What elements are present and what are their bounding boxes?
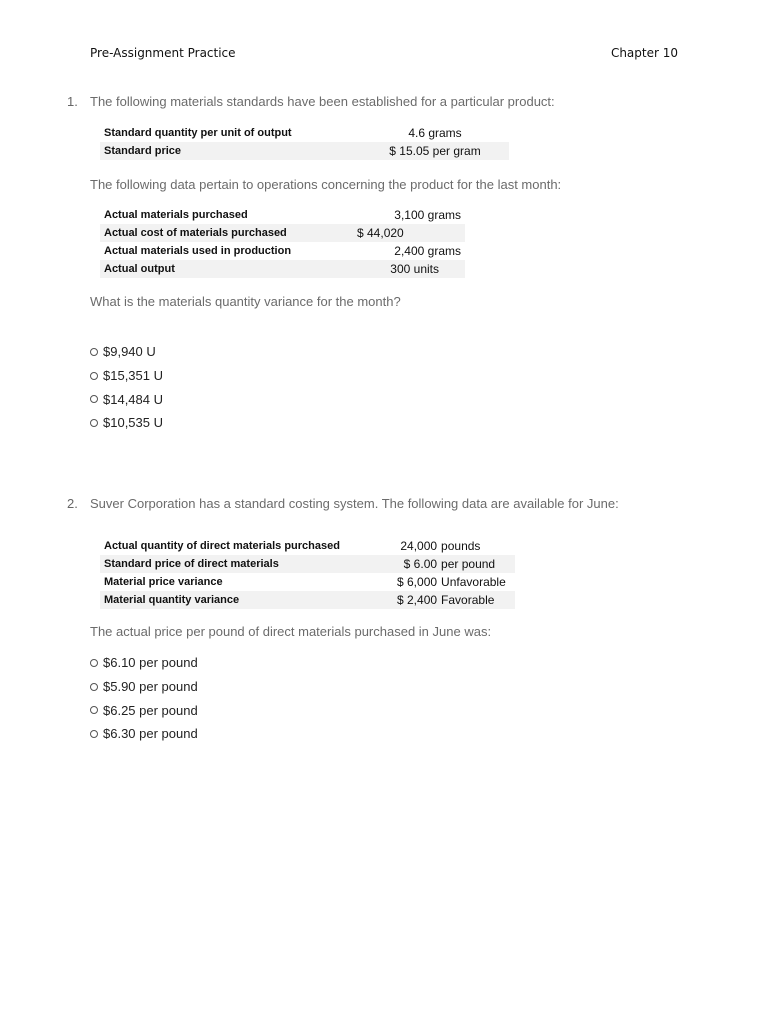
- table-row: [100, 260, 465, 278]
- answer-option-label: $9,940 U: [103, 344, 156, 359]
- table-row-value: 2,400 grams: [394, 244, 461, 258]
- answer-option[interactable]: [90, 675, 198, 699]
- table-row-unit: Favorable: [439, 591, 515, 609]
- q2-data-table: [100, 537, 515, 609]
- question-1-intro: The following materials standards have been established for a particular product:: [90, 94, 555, 109]
- radio-button-icon[interactable]: [90, 730, 98, 738]
- table-row-label: Actual cost of materials purchased: [100, 224, 353, 242]
- question-2-prompt: The actual price per pound of direct materials purchased in June was:: [90, 624, 492, 639]
- table-row-value: 300 units: [353, 260, 465, 278]
- answer-option[interactable]: [90, 388, 163, 412]
- answer-option-label: $14,484 U: [103, 391, 163, 407]
- table-row-label: Material quantity variance: [100, 591, 393, 609]
- answer-option[interactable]: [90, 699, 198, 723]
- question-1-data-intro: The following data pertain to operations concerning the product for the last month:: [90, 177, 562, 192]
- table-row: [100, 537, 515, 555]
- table-row: [100, 573, 515, 591]
- table-row-value: 4.6 grams: [408, 126, 462, 140]
- table-row: [100, 242, 465, 260]
- question-1-prompt: What is the materials quantity variance for the month?: [90, 294, 401, 309]
- question-2-number: 2.: [67, 496, 78, 511]
- table-row: [100, 206, 465, 224]
- table-row-amount: $ 6.00: [393, 555, 439, 573]
- table-row-label: Actual materials used in production: [104, 245, 292, 257]
- page-header-chapter: Chapter 10: [610, 46, 678, 60]
- table-row-amount: 24,000: [400, 539, 438, 553]
- question-2-options: [90, 651, 198, 746]
- table-row: [100, 555, 515, 573]
- answer-option[interactable]: [90, 340, 163, 364]
- radio-button-icon[interactable]: [90, 683, 98, 691]
- table-row-unit: per pound: [439, 555, 515, 573]
- table-row-label: Actual materials purchased: [104, 209, 248, 221]
- table-row-value: $ 15.05 per gram: [361, 142, 509, 160]
- radio-button-icon[interactable]: [90, 659, 98, 667]
- answer-option-label: $10,535 U: [103, 415, 163, 431]
- answer-option-label: $6.10 per pound: [103, 655, 198, 670]
- table-row-label: Standard price: [100, 142, 361, 160]
- radio-button-icon[interactable]: [90, 706, 98, 714]
- q1-standards-table: [100, 124, 509, 160]
- answer-option-label: $6.30 per pound: [103, 726, 198, 742]
- table-row: [100, 591, 515, 609]
- table-row-label: Standard price of direct materials: [100, 555, 393, 573]
- answer-option-label: $15,351 U: [103, 367, 163, 383]
- table-row-amount: $ 2,400: [393, 591, 439, 609]
- answer-option[interactable]: [90, 411, 163, 435]
- q1-data-table: [100, 206, 465, 278]
- table-row-unit: Unfavorable: [441, 575, 506, 589]
- table-row-value: 3,100 grams: [394, 208, 461, 222]
- question-1-number: 1.: [67, 94, 78, 109]
- question-2-intro: Suver Corporation has a standard costing system. The following data are available for June:: [90, 496, 619, 511]
- radio-button-icon[interactable]: [90, 395, 98, 403]
- question-1-options: [90, 340, 163, 435]
- answer-option[interactable]: [90, 651, 198, 675]
- table-row-value: $ 44,020: [353, 224, 465, 242]
- answer-option[interactable]: [90, 364, 163, 388]
- page-header-title: Pre-Assignment Practice: [90, 46, 236, 60]
- table-row-amount: $ 6,000: [397, 575, 438, 589]
- answer-option-label: $6.25 per pound: [103, 702, 198, 718]
- radio-button-icon[interactable]: [90, 372, 98, 380]
- table-row-label: Actual quantity of direct materials purchased: [104, 540, 340, 552]
- radio-button-icon[interactable]: [90, 419, 98, 427]
- answer-option[interactable]: [90, 722, 198, 746]
- table-row: [100, 224, 465, 242]
- table-row-label: Standard quantity per unit of output: [104, 127, 292, 139]
- radio-button-icon[interactable]: [90, 348, 98, 356]
- table-row: [100, 124, 509, 142]
- table-row-unit: pounds: [441, 539, 481, 553]
- table-row: [100, 142, 509, 160]
- table-row-label: Actual output: [100, 260, 353, 278]
- table-row-label: Material price variance: [104, 576, 223, 588]
- answer-option-label: $5.90 per pound: [103, 678, 198, 694]
